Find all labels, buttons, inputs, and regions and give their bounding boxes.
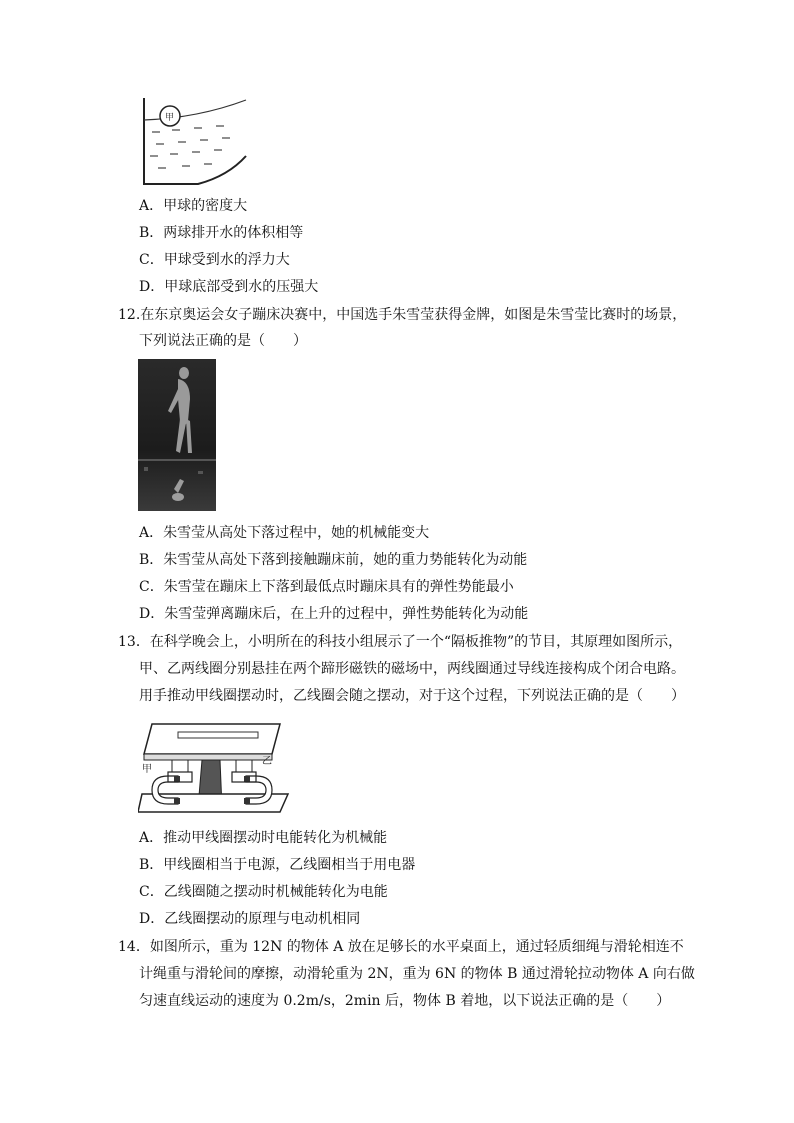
coil-magnet-figure	[138, 716, 290, 816]
q14-stem-line3: 匀速直线运动的速度为 0.2m/s，2min 后，物体 B 着地，以下说法正确的是（ ）	[139, 993, 671, 1009]
beaker-figure	[138, 96, 250, 188]
coil-label-right: 乙	[262, 756, 272, 767]
q14-stem-line2: 计绳重与滑轮间的摩擦，动滑轮重为 2N，重为 6N 的物体 B 通过滑轮拉动物体 A 向右做	[139, 966, 695, 982]
q12-option-b[interactable]: B．朱雪莹从高处下落到接触蹦床前，她的重力势能转化为动能	[139, 552, 528, 568]
q12-stem-line2: 下列说法正确的是（ ）	[139, 333, 307, 349]
q12-option-a[interactable]: A．朱雪莹从高处下落过程中，她的机械能变大	[139, 525, 430, 541]
q11-option-b[interactable]: B．两球排开水的体积相等	[139, 225, 304, 241]
q12-stem-line1: 12.在东京奥运会女子蹦床决赛中，中国选手朱雪莹获得金牌，如图是朱雪莹比赛时的场景，	[118, 307, 687, 323]
q14-stem-line1: 14．如图所示，重为 12N 的物体 A 放在足够长的水平桌面上，通过轻质细绳与滑轮相连不	[118, 939, 684, 955]
q13-option-c[interactable]: C．乙线圈随之摆动时机械能转化为电能	[139, 884, 388, 900]
q11-option-c[interactable]: C．甲球受到水的浮力大	[139, 252, 290, 268]
q13-option-b[interactable]: B．甲线圈相当于电源，乙线圈相当于用电器	[139, 857, 416, 873]
trampoline-photo	[138, 359, 216, 511]
q13-option-d[interactable]: D．乙线圈摆动的原理与电动机相同	[139, 911, 361, 927]
q13-stem-line3: 用手推动甲线圈摆动时，乙线圈会随之摆动，对于这个过程，下列说法正确的是（ ）	[139, 688, 685, 704]
q11-option-d[interactable]: D．甲球底部受到水的压强大	[139, 279, 319, 295]
q13-stem-line1: 13．在科学晚会上，小明所在的科技小组展示了一个“隔板推物”的节目，其原理如图所示，	[118, 634, 683, 650]
q13-stem-line2: 甲、乙两线圈分别悬挂在两个蹄形磁铁的磁场中，两线圈通过导线连接构成个闭合电路。	[139, 661, 685, 677]
svg-text:甲: 甲	[165, 113, 175, 123]
q11-option-a[interactable]: A．甲球的密度大	[139, 198, 248, 214]
coil-label-left: 甲	[142, 764, 152, 775]
q13-option-a[interactable]: A．推动甲线圈摆动时电能转化为机械能	[139, 830, 388, 846]
q12-option-c[interactable]: C．朱雪莹在蹦床上下落到最低点时蹦床具有的弹性势能最小	[139, 579, 514, 595]
q12-option-d[interactable]: D．朱雪莹弹离蹦床后，在上升的过程中，弹性势能转化为动能	[139, 606, 529, 622]
